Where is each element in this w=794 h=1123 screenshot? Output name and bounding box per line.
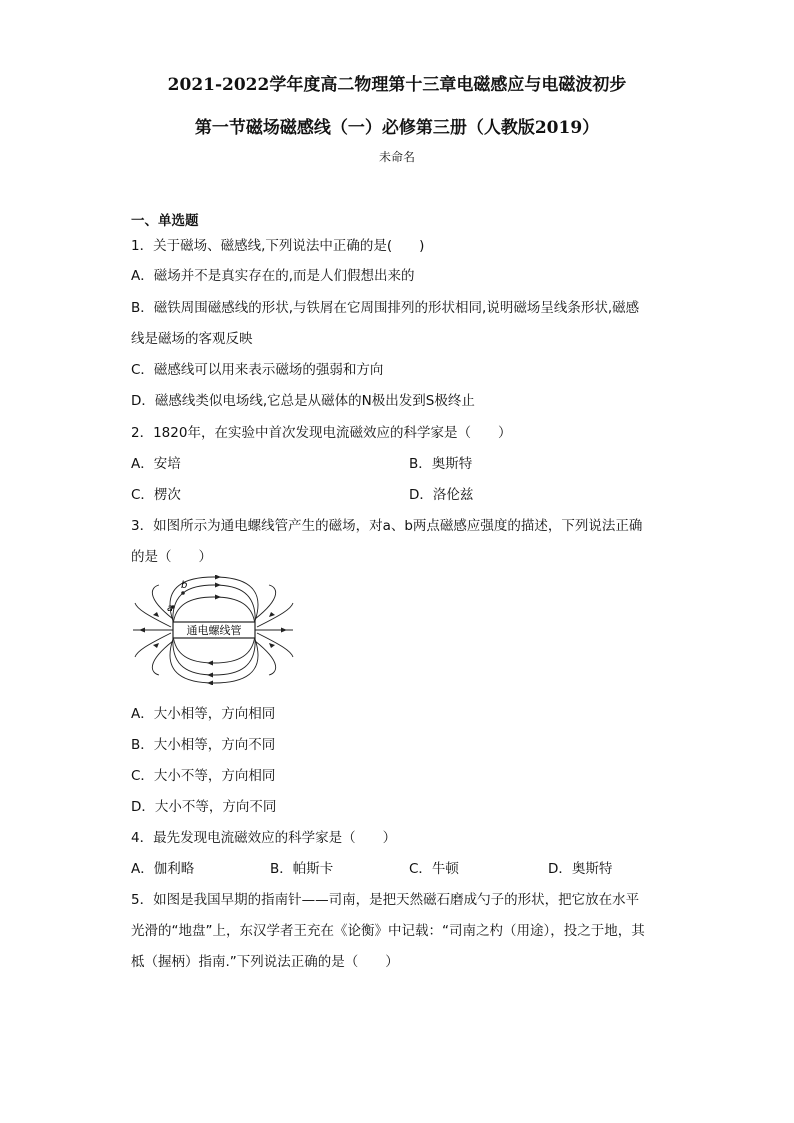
q1-option-c: C．磁感线可以用来表示磁场的强弱和方向 — [131, 362, 384, 378]
solenoid-label: 通电螺线管 — [186, 624, 242, 637]
q4-option-c: C．牛顿 — [409, 861, 459, 877]
q1-stem: 1．关于磁场、磁感线,下列说法中正确的是( ) — [131, 238, 425, 254]
subtitle: 未命名 — [378, 150, 415, 164]
q2-option-b: B．奥斯特 — [409, 456, 473, 472]
q1-option-d: D．磁感线类似电场线,它总是从磁体的N极出发到S极终止 — [131, 393, 475, 409]
q3-option-b: B．大小相等，方向不同 — [131, 737, 276, 753]
point-b-dot — [181, 591, 185, 595]
q4-option-a: A．伽利略 — [131, 861, 195, 877]
q5-line-1: 5．如图是我国早期的指南针——司南，是把天然磁石磨成勺子的形状，把它放在水平 — [131, 892, 640, 908]
q3-stem-line1: 3．如图所示为通电螺线管产生的磁场，对a、b两点磁感应强度的描述，下列说法正确 — [131, 518, 643, 534]
q1-option-b-line1: B．磁铁周围磁感线的形状,与铁屑在它周围排列的形状相同,说明磁场呈线条形状,磁感 — [131, 300, 640, 316]
q5-line-3: 柢（握柄）指南.”下列说法正确的是（ ） — [131, 954, 399, 970]
q1-option-b-line2: 线是磁场的客观反映 — [131, 331, 253, 347]
title-line-1: 2021-2022学年度高二物理第十三章电磁感应与电磁波初步 — [167, 75, 627, 95]
section-heading: 一、单选题 — [131, 213, 199, 229]
q4-option-d: D．奥斯特 — [548, 861, 613, 877]
title-line-2: 第一节磁场磁感线（一）必修第三册（人教版2019） — [194, 118, 600, 138]
q3-option-c: C．大小不等，方向相同 — [131, 768, 276, 784]
point-b-label: b — [181, 580, 188, 591]
q2-option-a: A．安培 — [131, 456, 181, 472]
q1-option-a: A．磁场并不是真实存在的,而是人们假想出来的 — [131, 268, 415, 284]
q3-option-a: A．大小相等，方向相同 — [131, 706, 276, 722]
solenoid-field-diagram — [131, 575, 296, 685]
q2-stem: 2．1820年，在实验中首次发现电流磁效应的科学家是（ ） — [131, 425, 512, 441]
q4-option-b: B．帕斯卡 — [270, 861, 334, 877]
point-a-label: a — [167, 603, 174, 614]
q3-stem-line2: 的是（ ） — [131, 549, 212, 565]
q3-option-d: D．大小不等，方向不同 — [131, 799, 277, 815]
q2-option-c: C．楞次 — [131, 487, 181, 503]
q5-line-2: 光滑的“地盘”上，东汉学者王充在《论衡》中记载：“司南之杓（用途），投之于地，其 — [131, 923, 645, 939]
q4-stem: 4．最先发现电流磁效应的科学家是（ ） — [131, 830, 397, 846]
q2-option-d: D．洛伦兹 — [409, 487, 474, 503]
